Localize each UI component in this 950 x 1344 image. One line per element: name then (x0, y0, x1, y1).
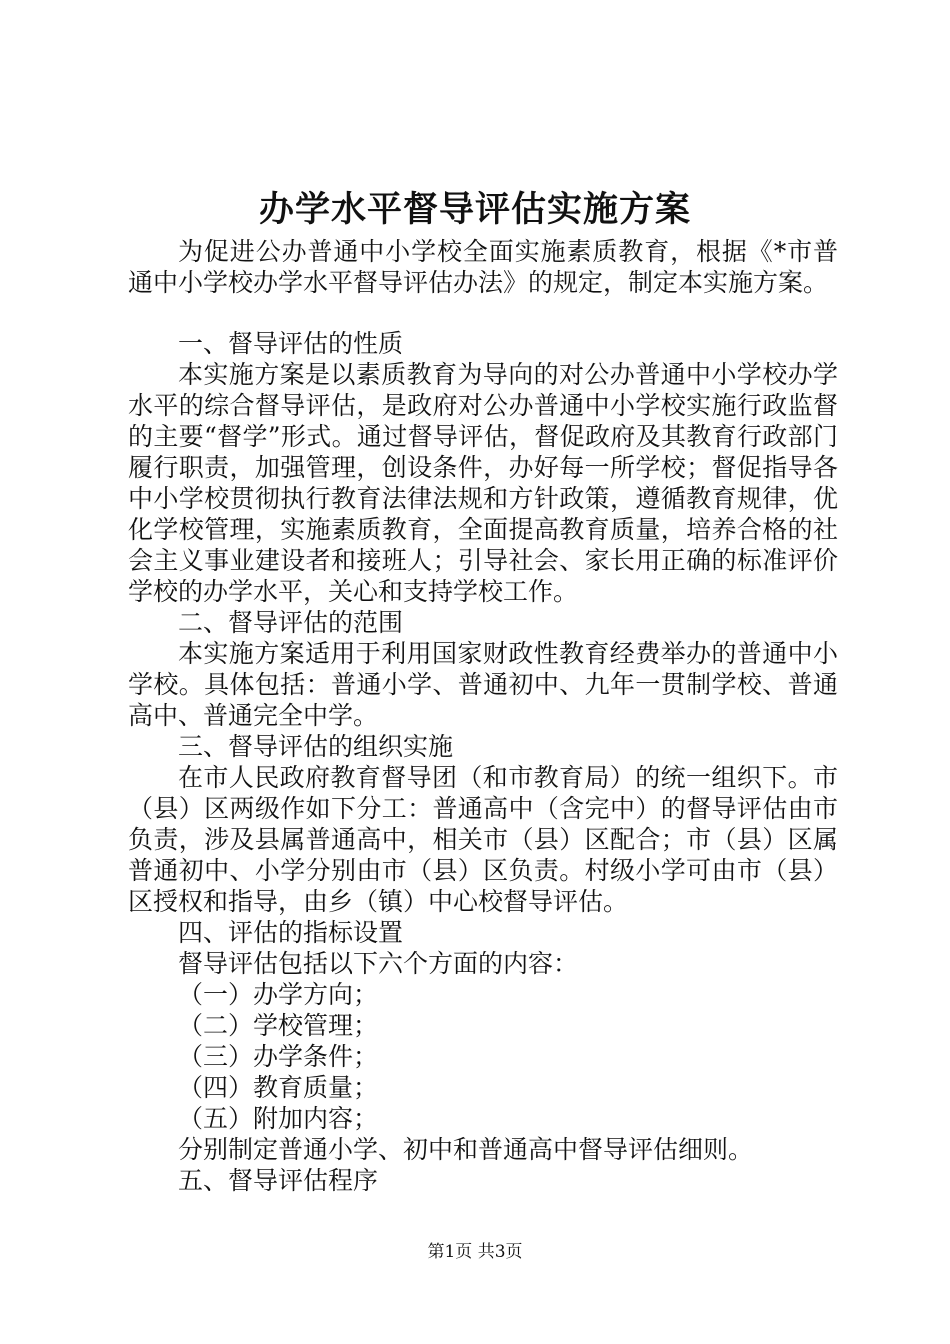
indicator-item: （五）附加内容； (178, 1104, 379, 1133)
intro-paragraph: 为促进公办普通中小学校全面实施素质教育，根据《*市普通中小学校办学水平督导评估办法》的规定，制定本实施方案。 (128, 237, 838, 297)
section-heading-indicators: 四、评估的指标设置 (178, 918, 404, 947)
indicator-item: （一）办学方向； (178, 980, 379, 1009)
page-footer: 第1页 共3页 (427, 1242, 523, 1262)
section-paragraph-nature: 本实施方案是以素质教育为导向的对公办普通中小学校办学水平的综合督导评估，是政府对公办普通中小学校实施行政监督的主要“督学”形式。通过督导评估，督促政府及其教育行政部门履行职责，加强管理，创设条件，办好每一所学校；督促指导各中小学校贯彻执行教育法律法规和方针政策，遵循教育规律，优化学校管理，实施素质教育，全面提高教育质量，培养合格的社会主义事业建设者和接班人；引导社会、家长用正确的标准评价学校的办学水平，关心和支持学校工作。 (128, 360, 838, 606)
indicators-summary: 分别制定普通小学、初中和普通高中督导评估细则。 (178, 1135, 754, 1164)
section-paragraph-organization: 在市人民政府教育督导团（和市教育局）的统一组织下。市（县）区两级作如下分工：普通高中（含完中）的督导评估由市负责，涉及县属普通高中，相关市（县）区配合；市（县）区属普通初中、小学分别由市（县）区负责。村级小学可由市（县）区授权和指导，由乡（镇）中心校督导评估。 (128, 763, 838, 916)
indicator-item: （二）学校管理； (178, 1011, 379, 1040)
indicators-intro: 督导评估包括以下六个方面的内容： (178, 949, 579, 978)
document-title: 办学水平督导评估实施方案 (258, 189, 691, 230)
section-paragraph-scope: 本实施方案适用于利用国家财政性教育经费举办的普通中小学校。具体包括：普通小学、普通初中、九年一贯制学校、普通高中、普通完全中学。 (128, 639, 838, 730)
paragraph-gap (128, 298, 838, 328)
section-heading-nature: 一、督导评估的性质 (178, 329, 404, 358)
indicator-item: （三）办学条件； (178, 1042, 379, 1071)
indicator-item: （四）教育质量； (178, 1073, 379, 1102)
section-heading-organization: 三、督导评估的组织实施 (178, 732, 454, 761)
section-heading-procedure: 五、督导评估程序 (178, 1166, 379, 1195)
document-body (128, 236, 838, 1196)
section-heading-scope: 二、督导评估的范围 (178, 608, 404, 637)
